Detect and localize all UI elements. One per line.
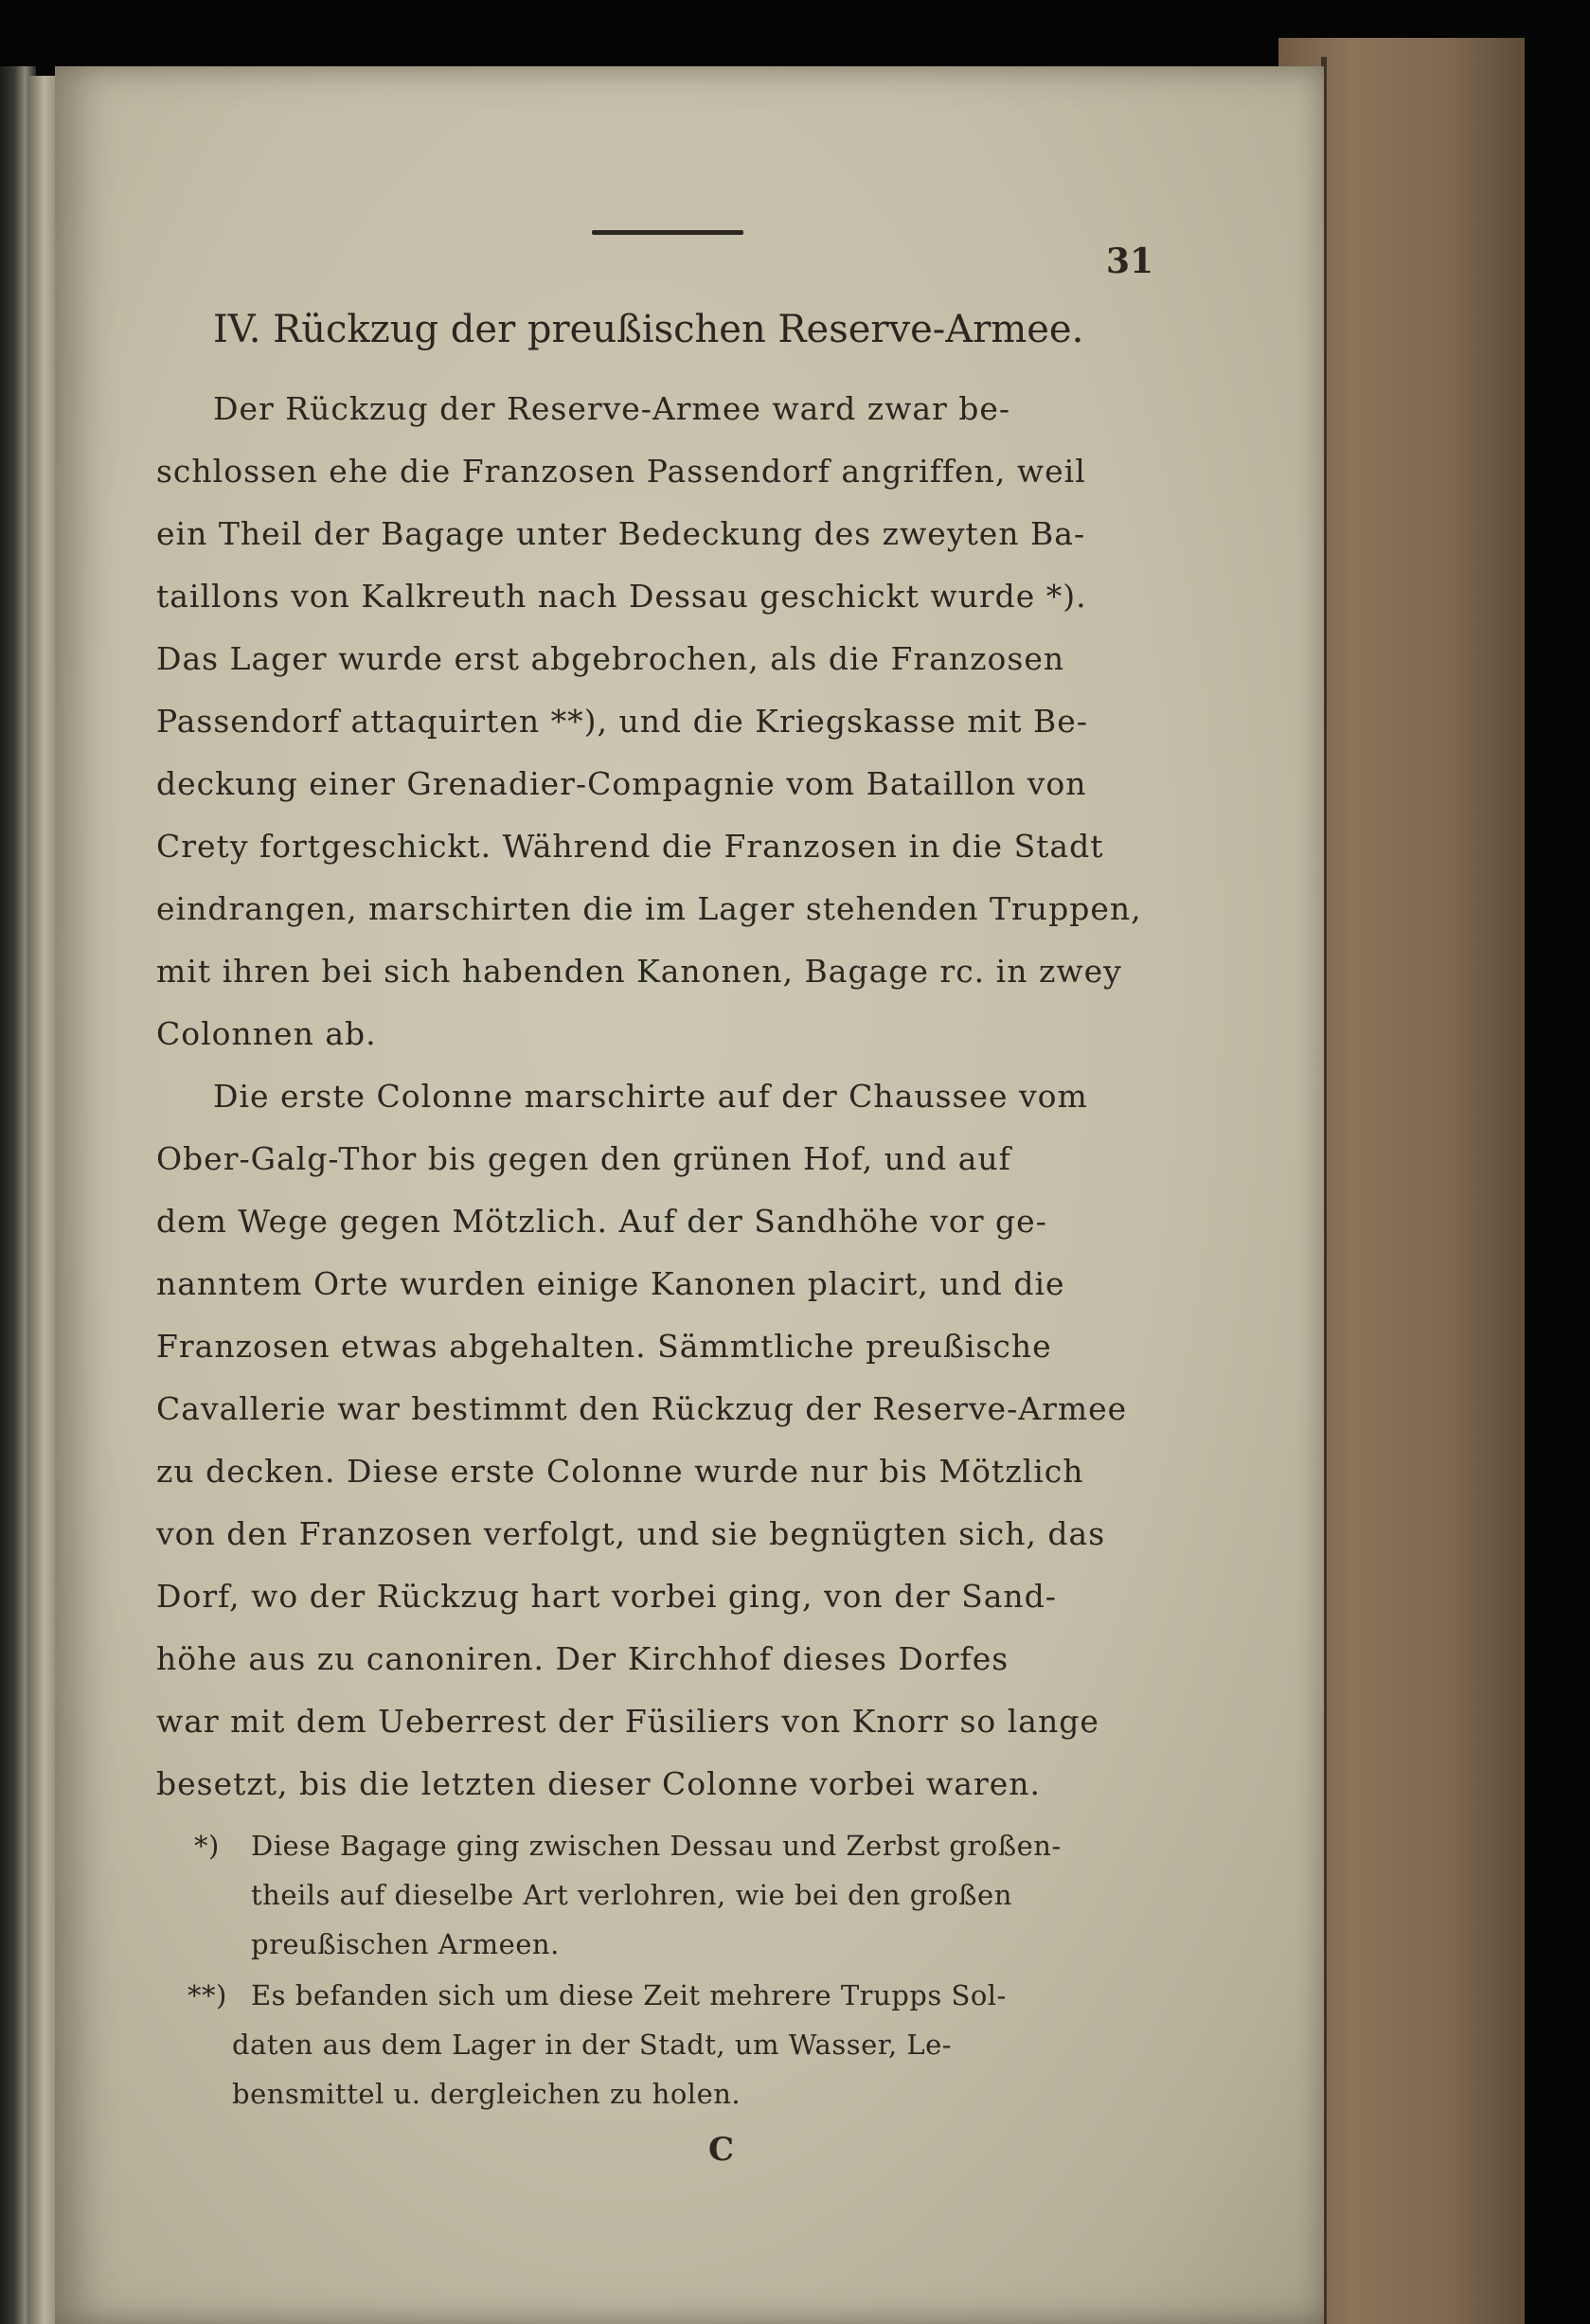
footnote-1-line-2: theils auf dieselbe Art verlohren, wie bei den großen	[251, 1879, 1012, 1911]
paragraph-2-line-4: nanntem Orte wurden einige Kanonen placirt, und die	[156, 1265, 1065, 1302]
paragraph-1-line-10: mit ihren bei sich habenden Kanonen, Bagage rc. in zwey	[156, 953, 1122, 990]
paragraph-2-line-6: Cavallerie war bestimmt den Rückzug der Reserve-Armee	[156, 1390, 1128, 1427]
paragraph-2-line-8: von den Franzosen verfolgt, und sie begnügten sich, das	[156, 1515, 1106, 1552]
paragraph-1-line-8: Crety fortgeschickt. Während die Franzosen in die Stadt	[156, 828, 1104, 865]
chapter-heading: IV. Rückzug der preußischen Reserve-Armee.	[213, 308, 1084, 351]
paragraph-1-line-11: Colonnen ab.	[156, 1015, 377, 1052]
paragraph-2-line-3: dem Wege gegen Mötzlich. Auf der Sandhöhe vor ge-	[156, 1203, 1047, 1240]
page-number: 31	[1106, 241, 1154, 281]
paragraph-1-line-9: eindrangen, marschirten die im Lager stehenden Truppen,	[156, 890, 1142, 927]
footnote-2-line-2: daten aus dem Lager in der Stadt, um Wasser, Le-	[232, 2029, 953, 2061]
paragraph-1-line-1: Der Rückzug der Reserve-Armee ward zwar be-	[213, 390, 1011, 427]
paragraph-2-line-12: besetzt, bis die letzten dieser Colonne vorbei waren.	[156, 1765, 1042, 1802]
paragraph-1-line-4: taillons von Kalkreuth nach Dessau geschickt wurde *).	[156, 578, 1087, 615]
paragraph-2-line-9: Dorf, wo der Rückzug hart vorbei ging, von der Sand-	[156, 1578, 1057, 1615]
footnote-2-marker: **)	[188, 1979, 227, 2011]
footnote-2-line-1: Es befanden sich um diese Zeit mehrere Trupps Sol-	[251, 1979, 1007, 2011]
paragraph-2-line-10: höhe aus zu canoniren. Der Kirchhof dieses Dorfes	[156, 1640, 1009, 1677]
paragraph-1-line-5: Das Lager wurde erst abgebrochen, als die Franzosen	[156, 640, 1065, 677]
paragraph-1-line-7: deckung einer Grenadier-Compagnie vom Bataillon von	[156, 765, 1087, 802]
paragraph-2-line-7: zu decken. Diese erste Colonne wurde nur bis Mötzlich	[156, 1453, 1084, 1490]
footnote-1-marker: *)	[194, 1830, 220, 1862]
paragraph-1-line-2: schlossen ehe die Franzosen Passendorf angriffen, weil	[156, 453, 1086, 490]
paragraph-1-line-3: ein Theil der Bagage unter Bedeckung des zweyten Ba-	[156, 515, 1086, 552]
footnote-1-line-3: preußischen Armeen.	[251, 1928, 560, 1960]
header-rule	[592, 230, 743, 235]
footnote-1-line-1: Diese Bagage ging zwischen Dessau und Zerbst großen-	[251, 1830, 1062, 1862]
paragraph-2-line-5: Franzosen etwas abgehalten. Sämmtliche preußische	[156, 1328, 1052, 1365]
paragraph-1-line-6: Passendorf attaquirten **), und die Kriegskasse mit Be-	[156, 703, 1088, 740]
signature-mark: C	[708, 2131, 735, 2169]
paragraph-2-line-2: Ober-Galg-Thor bis gegen den grünen Hof, und auf	[156, 1140, 1011, 1177]
paragraph-2-line-11: war mit dem Ueberrest der Füsiliers von Knorr so lange	[156, 1703, 1099, 1740]
footnote-2-line-3: bensmittel u. dergleichen zu holen.	[232, 2078, 741, 2110]
facing-page-sliver	[28, 76, 55, 2324]
paragraph-2-line-1: Die erste Colonne marschirte auf der Chaussee vom	[213, 1078, 1088, 1115]
